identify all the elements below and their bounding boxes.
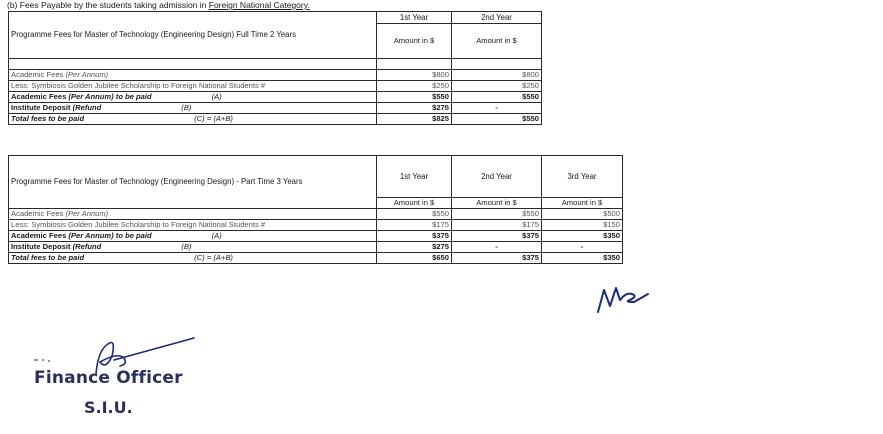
- amount-label: Amount in $: [377, 198, 452, 209]
- row-label-italic: (Per Annum) to be paid: [68, 92, 152, 101]
- table-header-row: [9, 12, 542, 24]
- amount-cell: $550: [452, 209, 542, 220]
- amount-cell: -: [452, 103, 542, 114]
- row-note: (C) = (A+B): [194, 253, 233, 262]
- amount-cell: $150: [542, 220, 623, 231]
- row-label: Less: Symbiosis Golden Jubilee Scholarship to Foreign National Students #: [9, 220, 377, 231]
- amount-cell: $375: [452, 231, 542, 242]
- row-note: (B): [181, 242, 192, 251]
- row-label-italic: (Refund: [72, 103, 102, 112]
- row-label: [9, 231, 377, 242]
- table-row: [9, 70, 542, 81]
- amount-cell: $800: [452, 70, 542, 81]
- programme-title: Programme Fees for Master of Technology (Engineering Design) Full Time 2 Years: [9, 12, 377, 59]
- table-row: [9, 81, 542, 92]
- row-label: [9, 242, 377, 253]
- amount-cell: $375: [377, 231, 452, 242]
- amount-cell: $275: [377, 103, 452, 114]
- row-note: (C) = (A+B): [194, 114, 233, 123]
- row-label-text: Academic Fees: [11, 92, 69, 101]
- amount-cell: $175: [452, 220, 542, 231]
- amount-cell: $250: [452, 81, 542, 92]
- amount-cell: $550: [452, 92, 542, 103]
- amount-cell: $550: [377, 209, 452, 220]
- row-label: [9, 103, 377, 114]
- amount-cell: $550: [452, 114, 542, 125]
- amount-label: Amount in $: [452, 24, 542, 59]
- year-header: 2nd Year: [452, 156, 542, 198]
- row-note: (B): [181, 103, 192, 112]
- amount-cell: $375: [452, 253, 542, 264]
- row-label: [9, 92, 377, 103]
- stamp-title: Finance Officer: [34, 368, 183, 388]
- year-header: 3rd Year: [542, 156, 623, 198]
- row-label-italic: Total fees to be paid: [11, 253, 85, 262]
- amount-cell: $500: [542, 209, 623, 220]
- table-row: [9, 220, 623, 231]
- amount-label: Amount in $: [377, 24, 452, 59]
- amount-cell: $825: [377, 114, 452, 125]
- section-heading-category: Foreign National Category.: [208, 0, 310, 10]
- amount-cell: $650: [377, 253, 452, 264]
- row-label-text: Institute Deposit: [11, 242, 73, 251]
- row-label-italic: (Per Annum): [65, 70, 109, 79]
- amount-label: Amount in $: [452, 198, 542, 209]
- year-header: 1st Year: [377, 156, 452, 198]
- table-row-total: [9, 253, 623, 264]
- row-label-text: Academic Fees: [11, 231, 69, 240]
- row-note: (A): [211, 231, 222, 240]
- row-label: [9, 70, 377, 81]
- row-label-italic: (Per Annum): [65, 209, 109, 218]
- row-label: [9, 209, 377, 220]
- year-header: 2nd Year: [452, 12, 542, 24]
- spacer-cell: [9, 59, 377, 70]
- year-header: 1st Year: [377, 12, 452, 24]
- table-row: [9, 231, 623, 242]
- spacer-cell: [377, 59, 452, 70]
- amount-cell: -: [542, 242, 623, 253]
- row-label-italic: Total fees to be paid: [11, 114, 85, 123]
- table-row-total: [9, 114, 542, 125]
- amount-label: Amount in $: [542, 198, 623, 209]
- row-label: Less: Symbiosis Golden Jubilee Scholarship to Foreign National Students #: [9, 81, 377, 92]
- programme-title: Programme Fees for Master of Technology (Engineering Design) - Part Time 3 Years: [9, 156, 377, 209]
- amount-cell: $350: [542, 231, 623, 242]
- row-note: (A): [211, 92, 222, 101]
- row-label: [9, 114, 377, 125]
- amount-cell: $550: [377, 92, 452, 103]
- section-heading-prefix: (b) Fees Payable by the students taking admission in: [7, 0, 209, 10]
- spacer-cell: [452, 59, 542, 70]
- fees-table-full-time: [8, 11, 542, 125]
- table-row: [9, 103, 542, 114]
- row-label-text: Academic Fees: [11, 70, 66, 79]
- amount-cell: $275: [377, 242, 452, 253]
- table-row: [9, 209, 623, 220]
- row-label: [9, 253, 377, 264]
- amount-cell: $800: [377, 70, 452, 81]
- fees-table-part-time: [8, 155, 623, 264]
- amount-cell: $250: [377, 81, 452, 92]
- amount-cell: $350: [542, 253, 623, 264]
- table-header-row: [9, 156, 623, 198]
- row-label-italic: (Refund: [72, 242, 102, 251]
- row-label-text: Institute Deposit: [11, 103, 73, 112]
- amount-cell: $175: [377, 220, 452, 231]
- table-row: [9, 92, 542, 103]
- amount-cell: -: [452, 242, 542, 253]
- initials-signature: [590, 272, 650, 318]
- stamp-org: S.I.U.: [84, 398, 133, 417]
- row-label-text: Academic Fees: [11, 209, 66, 218]
- section-heading: [7, 0, 310, 10]
- table-row: [9, 242, 623, 253]
- row-label-italic: (Per Annum) to be paid: [68, 231, 152, 240]
